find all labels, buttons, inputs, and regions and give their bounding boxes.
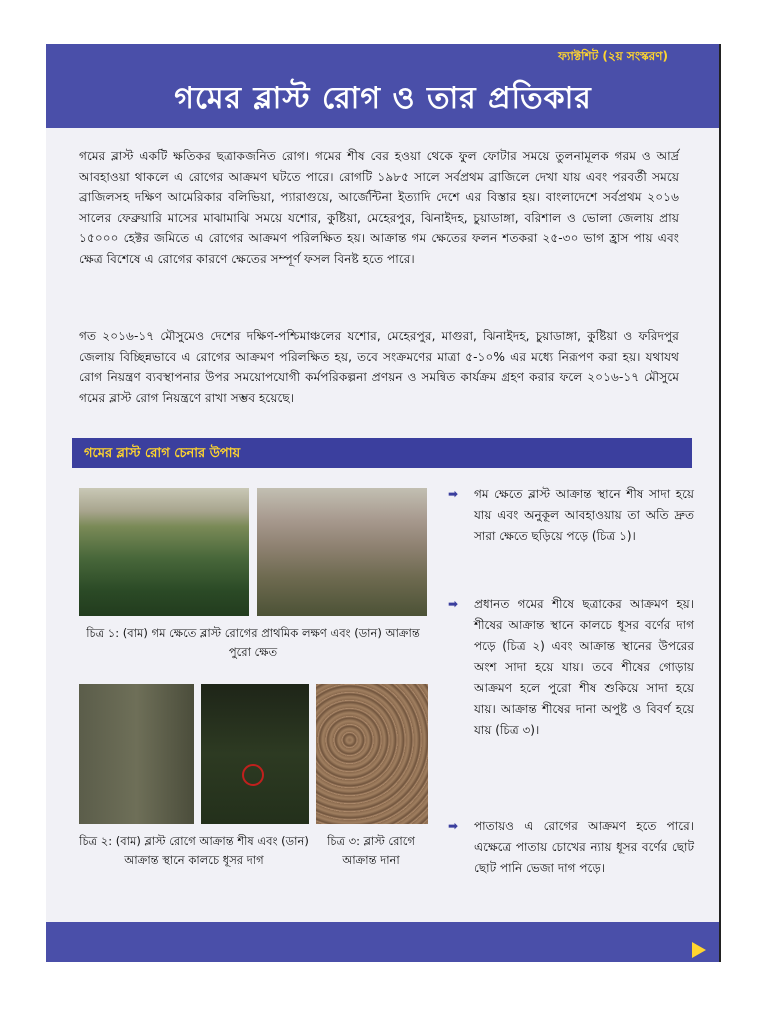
header-banner [46,44,720,128]
footer-band [46,922,720,962]
bullet-text: গম ক্ষেতে ব্লাস্ট আক্রান্ত স্থানে শীষ সাদা হয়ে যায় এবং অনুকূল আবহাওয়ায় তা অতি দ্রুত সারা ক্ষেতে ছড়িয়ে পড়ে (চিত্র ১)। [474,487,694,543]
photo-field-early-symptom [79,488,249,616]
arrow-right-icon: ➡ [448,487,459,501]
page-title: গমের ব্লাস্ট রোগ ও তার প্রতিকার [174,81,592,116]
section-header [72,438,692,468]
factsheet-page [46,44,720,962]
bullet-text: পাতায়ও এ রোগের আক্রমণ হতে পারে। এক্ষেত্রে পাতায় চোখের ন্যায় ধূসর বর্ণের ছোট ছোট পানি ভেজা দাগ পড়ে। [474,819,694,875]
bullet-text: প্রধানত গমের শীষে ছত্রাকের আক্রমণ হয়। শীষের আক্রান্ত স্থানে কালচে ধূসর বর্ণের দাগ পড়ে (চিত্র ২) এবং আক্রান্ত স্থানের উপরের অংশ সাদা হয়ে যায়। তবে শীষের গোড়ায় আক্রমণ হলে পুরো শীষ শুকিয়ে সাদা হয়ে যায়। আক্রান্ত শীষের দানা অপুষ্ট ও বিবর্ণ হয়ে যায় (চিত্র ৩)। [474,597,694,737]
arrow-right-icon: ➡ [448,597,459,611]
page-border [719,44,721,962]
next-page-arrow-icon[interactable] [692,942,706,958]
figure-1-caption: চিত্র ১: (বাম) গম ক্ষেতে ব্লাস্ট রোগের প্রাথমিক লক্ষণ এবং (ডান) আক্রান্ত পুরো ক্ষেত [86,626,420,659]
arrow-right-icon: ➡ [448,819,459,833]
figure-2-caption: চিত্র ২: (বাম) ব্লাস্ট রোগে আক্রান্ত শীষ এবং (ডান) আক্রান্ত স্থানে কালচে ধূসর দাগ [79,834,309,867]
lesion-circle-marker [242,764,264,786]
photo-infected-grains [316,684,428,824]
photo-infected-spikes [79,684,194,824]
figure-3-caption: চিত্র ৩: ব্লাস্ট রোগে আক্রান্ত দানা [327,834,415,867]
section-title: গমের ব্লাস্ট রোগ চেনার উপায় [84,446,241,461]
photo-spike-lesion [201,684,309,824]
photo-field-infected [257,488,427,616]
intro-paragraph: গমের ব্লাস্ট একটি ক্ষতিকর ছত্রাকজনিত রোগ। গমের শীষ বের হওয়া থেকে ফুল ফোটার সময়ে তুলনামূলক গরম ও আর্দ্র আবহাওয়া থাকলে এ রোগের আক্রমণ ঘটতে পারে। রোগটি ১৯৮৫ সালে সর্বপ্রথম ব্রাজিলে দেখা যায় এবং পরবর্তী সময়ে ব্রাজিলসহ দক্ষিণ আমেরিকার বলিভিয়া, প্যারাগুয়ে, আর্জেন্টিনা ইত্যাদি দেশে এর বিস্তার হয়। বাংলাদেশে সর্বপ্রথম ২০১৬ সালের ফেব্রুয়ারি মাসের মাঝামাঝি সময়ে যশোর, কুষ্টিয়া, মেহেরপুর, ঝিনাইদহ, চুয়াডাঙ্গা, বরিশাল ও ভোলা জেলায় প্রায় ১৫০০০ হেক্টর জমিতে এ রোগের আক্রমণ পরিলক্ষিত হয়। আক্রান্ত গম ক্ষেতের ফলন শতকরা ২৫-৩০ ভাগ হ্রাস পায় এবং ক্ষেত্র বিশেষে এ রোগের কারণে ক্ষেতের সম্পূর্ণ ফসল বিনষ্ট হতে পারে। [79,149,679,266]
edition-label: ফ্যাক্টশিট (২য় সংস্করণ) [558,49,668,63]
season-paragraph: গত ২০১৬-১৭ মৌসুমেও দেশের দক্ষিণ-পশ্চিমাঞ্চলের যশোর, মেহেরপুর, মাগুরা, ঝিনাইদহ, চুয়াডাঙ্গা, কুষ্টিয়া ও ফরিদপুর জেলায় বিচ্ছিন্নভাবে এ রোগের আক্রমণ পরিলক্ষিত হয়, তবে সংক্রমণের মাত্রা ৫-১০% এর মধ্যে নিরূপণ করা হয়। যথাযথ রোগ নিয়ন্ত্রণ ব্যবস্থাপনার উপর সময়োপযোগী কর্মপরিকল্পনা প্রণয়ন ও সমন্বিত কার্যক্রম গ্রহণ করার ফলে ২০১৬-১৭ মৌসুমে গমের ব্লাস্ট রোগ নিয়ন্ত্রণে রাখা সম্ভব হয়েছে। [79,329,679,405]
